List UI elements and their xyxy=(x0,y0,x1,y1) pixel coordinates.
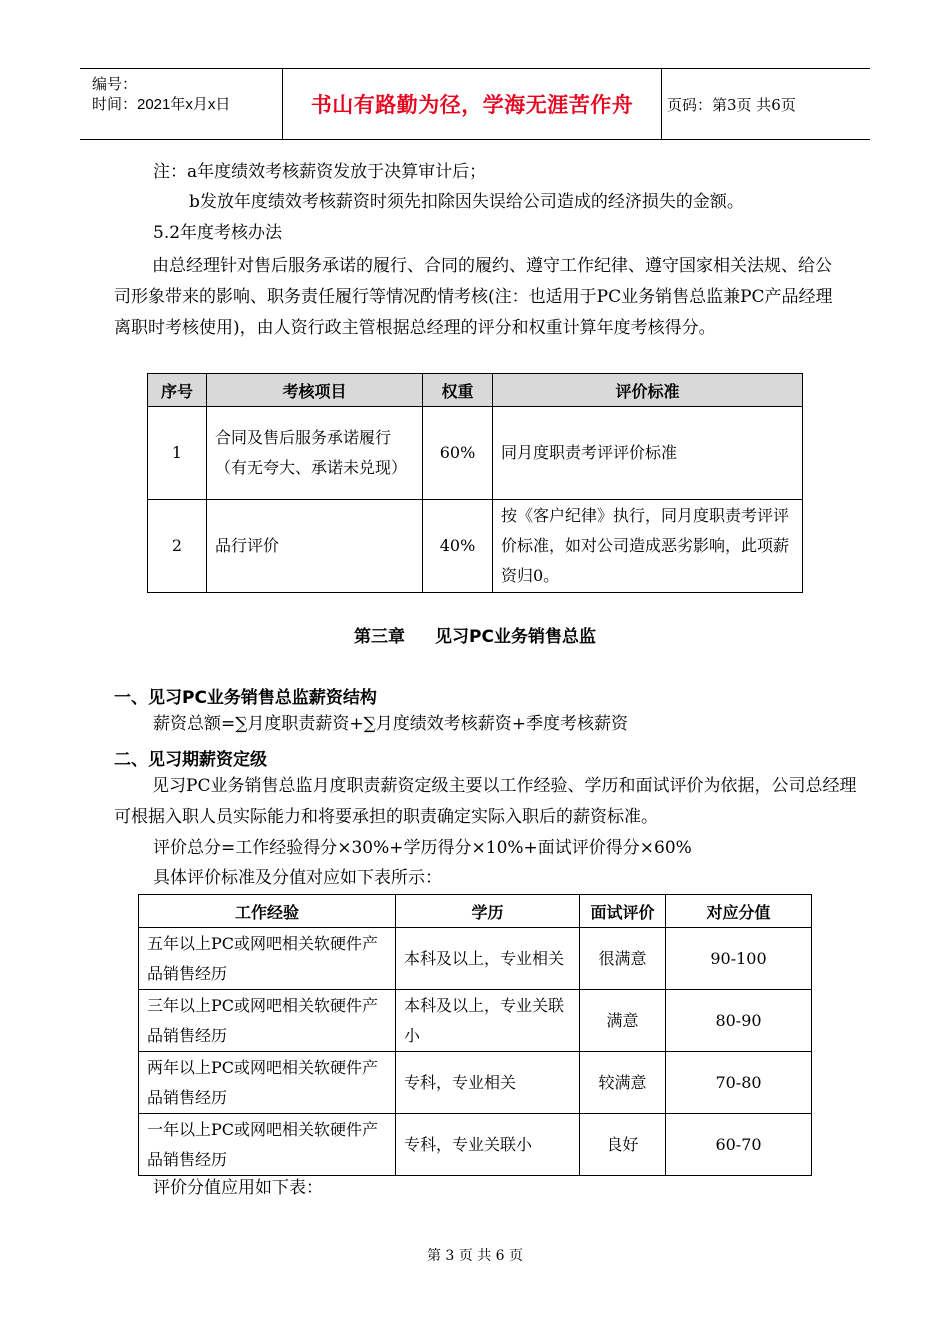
table-header-row xyxy=(139,895,812,928)
section-1-heading: 一、见习PC业务销售总监薪资结构 xyxy=(114,688,377,708)
cell-experience: 三年以上PC或网吧相关软硬件产品销售经历 xyxy=(139,990,396,1052)
header-motto: 书山有路勤为径，学海无涯苦作舟 xyxy=(310,93,634,117)
table-row xyxy=(139,1114,812,1176)
cell-education: 专科，专业相关 xyxy=(396,1052,580,1114)
page-footer: 第 3 页 共 6 页 xyxy=(426,1248,524,1264)
doc-time-label: 时间：2021年x月x日 xyxy=(92,96,231,113)
cell-no: 2 xyxy=(148,500,207,593)
probation-grading-table xyxy=(138,894,812,1176)
table-row xyxy=(139,990,812,1052)
cell-interview: 良好 xyxy=(580,1114,666,1176)
section-5-2-paragraph: 由总经理针对售后服务承诺的履行、合同的履约、遵守工作纪律、遵守国家相关法规、给公司形象带来的影响、职务责任履行等情况酌情考核(注：也适用于PC业务销售总监兼PC产品经理离职时考核使用)，由人资行政主管根据总经理的评分和权重计算年度考核得分。 xyxy=(114,256,833,338)
cell-weight: 40% xyxy=(423,500,493,593)
cell-interview: 很满意 xyxy=(580,928,666,990)
section-5-2-title: 5.2年度考核办法 xyxy=(153,223,283,243)
score-formula: 评价总分=工作经验得分×30%+学历得分×10%+面试评价得分×60% xyxy=(153,838,692,858)
section-2-paragraph: 见习PC业务销售总监月度职责薪资定级主要以工作经验、学历和面试评价为依据，公司总经理可根据入职人员实际能力和将要承担的职责确定实际入职后的薪资标准。 xyxy=(114,776,857,827)
th-score: 对应分值 xyxy=(666,895,812,928)
after-table-text: 评价分值应用如下表： xyxy=(153,1178,323,1198)
cell-experience: 一年以上PC或网吧相关软硬件产品销售经历 xyxy=(139,1114,396,1176)
table-intro: 具体评价标准及分值对应如下表所示： xyxy=(153,868,442,888)
cell-education: 专科，专业关联小 xyxy=(396,1114,580,1176)
cell-score: 90-100 xyxy=(666,928,812,990)
header-page-box xyxy=(661,69,870,139)
table-header-row xyxy=(148,374,803,407)
cell-education: 本科及以上，专业相关 xyxy=(396,928,580,990)
header-meta xyxy=(80,69,282,139)
table-row xyxy=(148,407,803,500)
salary-formula: 薪资总额=∑月度职责薪资+∑月度绩效考核薪资+季度考核薪资 xyxy=(153,714,629,734)
chapter-number: 第三章 xyxy=(354,627,406,647)
header-page-info: 页码：第3页 共6页 xyxy=(667,95,796,114)
doc-number-label: 编号： xyxy=(92,76,138,93)
cell-no: 1 xyxy=(148,407,207,500)
th-weight: 权重 xyxy=(423,374,493,407)
cell-item: 品行评价 xyxy=(207,500,423,593)
cell-experience: 五年以上PC或网吧相关软硬件产品销售经历 xyxy=(139,928,396,990)
cell-item: 合同及售后服务承诺履行（有无夸大、承诺未兑现） xyxy=(207,407,423,500)
th-education: 学历 xyxy=(396,895,580,928)
cell-score: 70-80 xyxy=(666,1052,812,1114)
table-row xyxy=(148,500,803,593)
cell-weight: 60% xyxy=(423,407,493,500)
th-interview: 面试评价 xyxy=(580,895,666,928)
cell-interview: 满意 xyxy=(580,990,666,1052)
section-2-heading: 二、见习期薪资定级 xyxy=(114,750,267,770)
chapter-title: 见习PC业务销售总监 xyxy=(435,627,596,647)
th-item: 考核项目 xyxy=(207,374,423,407)
annual-assessment-table xyxy=(147,373,803,593)
note-a: 注：a年度绩效考核薪资发放于决算审计后； xyxy=(153,162,487,182)
chapter-heading xyxy=(0,622,950,647)
note-b: b发放年度绩效考核薪资时须先扣除因失误给公司造成的经济损失的金额。 xyxy=(189,192,744,212)
cell-standard: 同月度职责考评评价标准 xyxy=(493,407,803,500)
page-header xyxy=(80,68,870,140)
table-row xyxy=(139,1052,812,1114)
cell-standard: 按《客户纪律》执行，同月度职责考评评价标准，如对公司造成恶劣影响，此项薪资归0。 xyxy=(493,500,803,593)
cell-interview: 较满意 xyxy=(580,1052,666,1114)
th-standard: 评价标准 xyxy=(493,374,803,407)
cell-score: 80-90 xyxy=(666,990,812,1052)
header-motto-box xyxy=(282,69,662,139)
th-no: 序号 xyxy=(148,374,207,407)
table-row xyxy=(139,928,812,990)
cell-education: 本科及以上，专业关联小 xyxy=(396,990,580,1052)
cell-experience: 两年以上PC或网吧相关软硬件产品销售经历 xyxy=(139,1052,396,1114)
th-experience: 工作经验 xyxy=(139,895,396,928)
cell-score: 60-70 xyxy=(666,1114,812,1176)
